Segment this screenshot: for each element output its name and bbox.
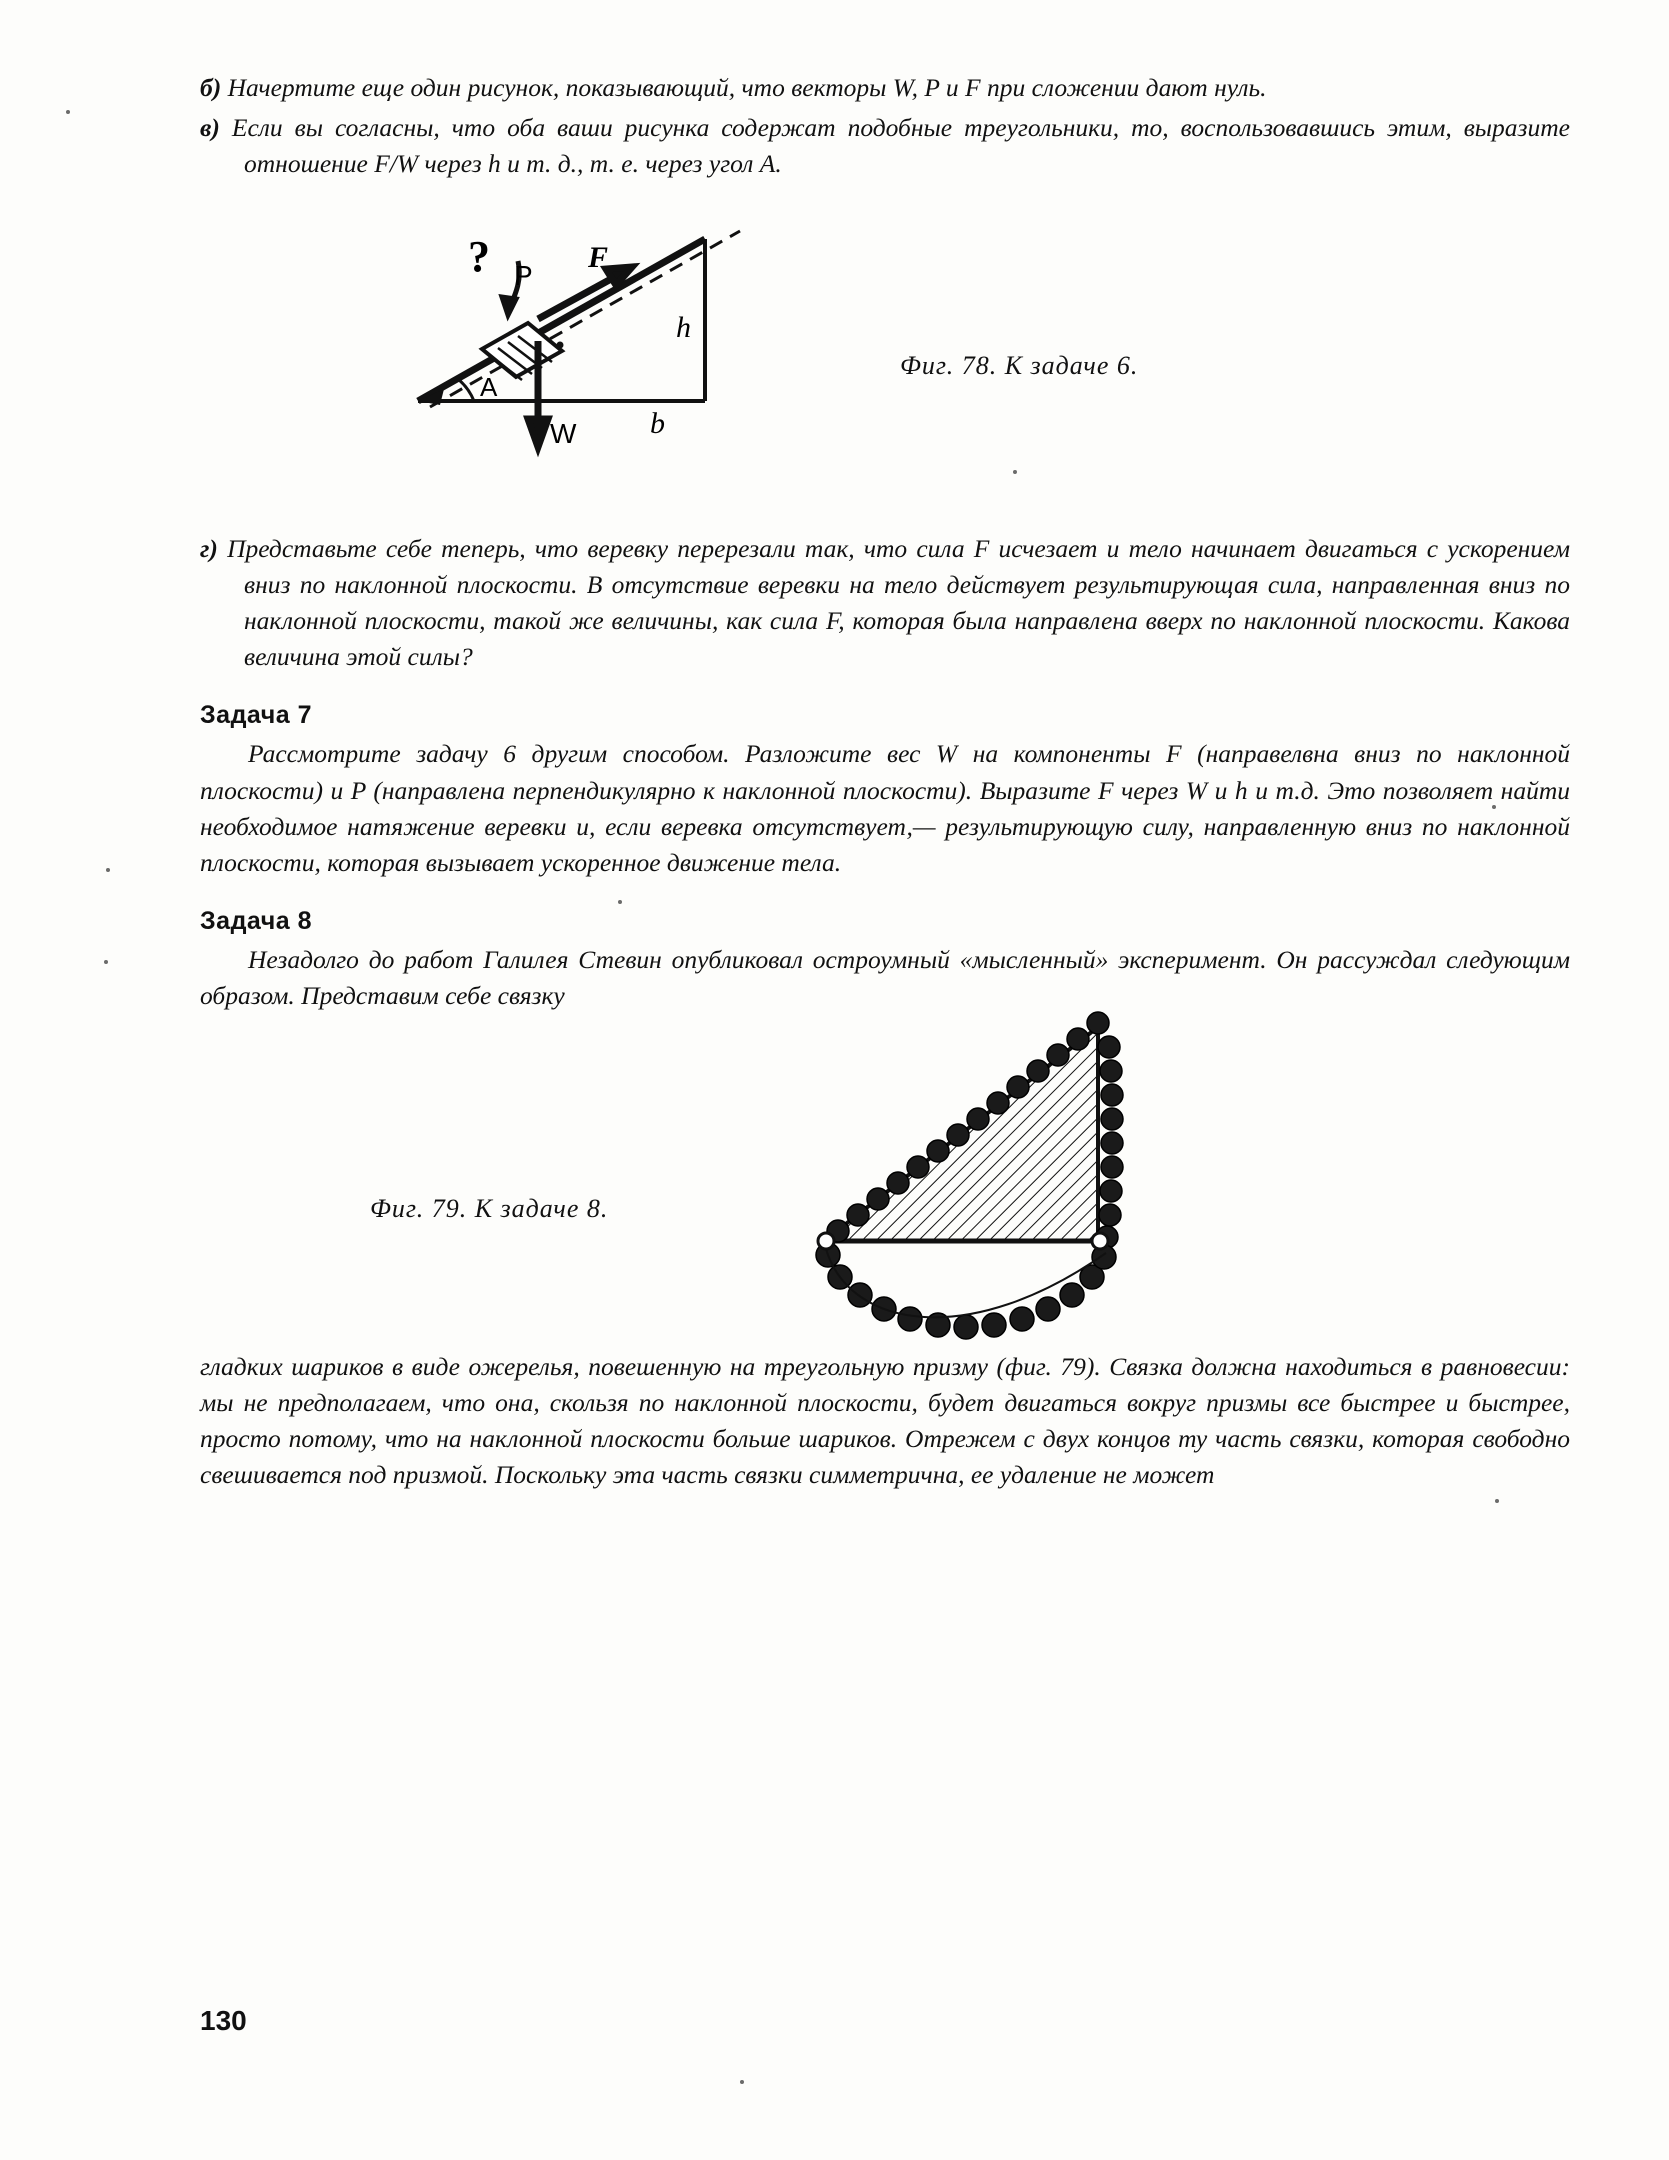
figure-78-drawing <box>410 221 870 471</box>
figure-78-label-h: h <box>676 310 691 344</box>
page-content <box>200 70 1570 1497</box>
scan-speck <box>106 868 110 872</box>
scan-speck <box>104 960 108 964</box>
paragraph-g-text: Представьте себе теперь, что веревку перерезали так, что сила F исчезает и тело начинает двигаться с ускорением вниз по наклонной плоскости. В отсутствие веревки на тело действует результирующая сила, направленная вниз по наклонной плоскости, такой же величины, как сила F, которая была направлена вверх по наклонной плоскости. Какова величина этой силы? <box>227 533 1570 672</box>
figure-78 <box>200 221 1570 501</box>
task-8-title: Задача 8 <box>200 907 312 936</box>
task-7-text: Рассмотрите задачу 6 другим способом. Разложите вес W на компоненты F (направелвна вниз по наклонной плоскости) и P (направлена перпендикулярно к наклонной плоскости). Выразите F через W и h и т.д. Это позволяет найти необходимое натяжение веревки и, если веревка отсутствует,— результирующую силу, направленную вниз по наклонной плоскости, которая вызывает ускоренное движение тела. <box>200 739 1570 878</box>
figure-78-label-angle: A <box>480 371 498 402</box>
paragraph-v <box>200 110 1570 182</box>
paragraph-g <box>200 531 1570 676</box>
figure-78-caption: Фиг. 78. К задаче 6. <box>900 350 1139 380</box>
task-7-title: Задача 7 <box>200 701 312 730</box>
scan-speck <box>618 900 622 904</box>
figure-78-label-b: b <box>650 406 665 440</box>
page-number: 130 <box>200 2005 247 2036</box>
list-marker-v: в) <box>200 113 220 143</box>
figure-79-drawing <box>810 1009 1170 1379</box>
scan-speck <box>740 2080 744 2084</box>
figure-78-label-f: F <box>588 240 609 274</box>
task-8-text-after: гладких шариков в виде ожерелья, повешенную на треугольную призму (фиг. 79). Связка должна находиться в равновесии: мы не предполагаем, что она, скользя по наклонной плоскости, будет двигаться вокруг призмы все быстрее и быстрее, просто потому, что на наклонной плоскости больше шариков. Отрежем с двух концов ту часть связки, которая свободно свешивается под призмой. Поскольку эта часть связки симметрична, ее удаление не может <box>200 1351 1570 1490</box>
figure-78-label-p: P <box>514 259 533 291</box>
figure-78-label-w: W <box>550 417 577 449</box>
list-marker-b: б) <box>200 73 222 102</box>
scan-speck <box>1492 805 1496 809</box>
scan-speck <box>1013 470 1017 474</box>
paragraph-v-text: Если вы согласны, что оба ваши рисунка содержат подобные треугольники, то, воспользовавшись этим, выразите отношение F/W через h и т. д., т. е. через угол A. <box>231 113 1570 179</box>
figure-79-caption: Фиг. 79. К задаче 8. <box>370 1193 609 1223</box>
scan-speck <box>1495 1499 1499 1503</box>
paragraph-b-text: Начертите еще один рисунок, показывающий, что векторы W, P и F при сложении дают нуль. <box>227 73 1267 102</box>
paragraph-b <box>200 70 1570 106</box>
task-8-text-before: Незадолго до работ Галилея Стевин опубликовал остроумный «мысленный» эксперимент. Он рассуждал следующим образом. Представим себе связку <box>200 945 1570 1011</box>
list-marker-g: г) <box>200 533 218 563</box>
figure-79 <box>200 1019 1570 1349</box>
scan-speck <box>66 110 70 114</box>
figure-78-label-question: ? <box>468 231 490 281</box>
